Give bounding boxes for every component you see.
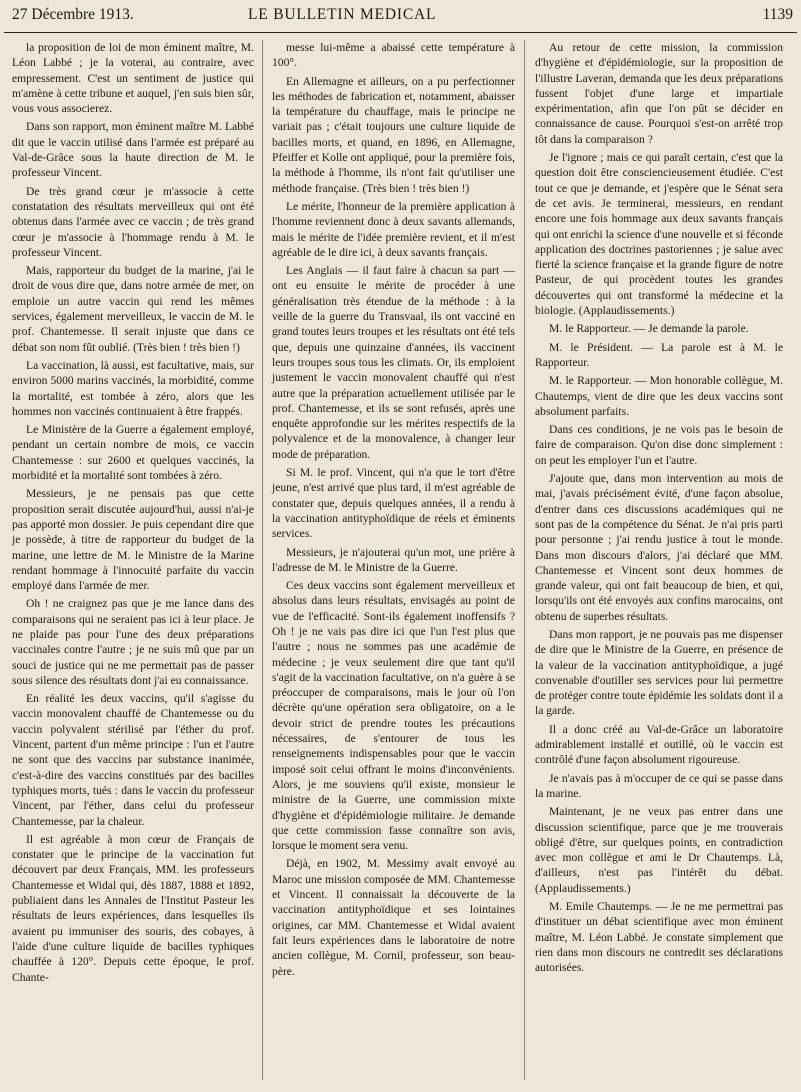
- paragraph: Maintenant, je ne veux pas entrer dans une discussion scientifique, parce que je me trouverais obligé d'être, sur quelques points, en contradiction avec mon collègue et ami le Dr Chautemps. Là, d'ailleurs, n'est pas l'intérêt du débat. (Applaudissements.): [535, 805, 783, 895]
- paragraph: Si M. le prof. Vincent, qui n'a que le tort d'être jeune, n'est arrivé que plus tard, il m'est agréable de constater que, depuis quelques années, il a rendu à la vaccination antityphoïdique de réels et éminents services.: [272, 466, 515, 541]
- paragraph: Ces deux vaccins sont également merveilleux et absolus dans leurs résultats, envisagés au point de vue de l'efficacité. Sont-ils également inoffensifs ? Oh ! je ne vais pas dire ici que l'un l'est plus que l'autre ; nous ne sommes pas une académie de médecine ; je veux seulement dire que tant qu'il s'agit de la vaccination facultative, on n'a guère à se préoccuper de comparaisons, mais le jour où l'on décrète qu'une opération sera obligatoire, on a le devoir strict de prendre toutes les précautions nécessaires, de s'entourer de tous les renseignements indispensables pour que le vaccin imposé soit celui offrant le moins d'inconvénients. Alors, je me souviens qu'il existe, monsieur le ministre de la Guerre, une commission mixte d'hygiène et d'épidémiologie militaire. Je demande que cette commission fasse connaître son avis, lorsque le moment sera venu.: [272, 579, 515, 853]
- paragraph: Messieurs, je ne pensais pas que cette proposition serait discutée aujourd'hui, aussi n'ai-je pas apporté mon dossier. Je puis cependant dire que je possède, à titre de rapporteur du budget de la marine, une lettre de M. le Ministre de la Marine rendant hommage à l'innocuité parfaite du vaccin employé dans l'armée de mer.: [12, 487, 254, 593]
- paragraph: Je n'avais pas à m'occuper de ce qui se passe dans la marine.: [535, 771, 783, 800]
- paragraph: Les Anglais — il faut faire à chacun sa part — ont eu ensuite le mérite de procéder à une généralisation très étendue de la méthode : à la veille de la guerre du Transvaal, ils ont vacciné en grand toutes leurs troupes et les résultats ont été tels que, depuis une quinzaine d'années, ils vaccinent leurs troupes sous tous les climats. Or, ils emploient justement le vaccin monovalent chauffé qui n'est autre que la préparation actuellement utilisée par le prof. Chantemesse, et ils se sont refusés, après une enquête approfondie sur les mérites respectifs de la polyvalence et de la monovalence, à changer leur mode de préparation.: [272, 264, 515, 461]
- text-column-3: [535, 40, 783, 976]
- text-column-2: [272, 40, 515, 979]
- paragraph: Dans mon rapport, je ne pouvais pas me dispenser de dire que le Ministre de la Guerre, en présence de la valeur de la vaccination antityphoïdique, a jugé convenable d'outiller ses services pour lui permettre de protéger contre toute épidémie les soldats dont il a la garde.: [535, 627, 783, 718]
- header-date: 27 Décembre 1913.: [12, 6, 134, 23]
- paragraph: Messieurs, je n'ajouterai qu'un mot, une prière à l'adresse de M. le Ministre de la Guerre.: [272, 545, 515, 574]
- paragraph: Il a donc créé au Val-de-Grâce un laboratoire admirablement installé et outillé, où le vaccin est contrôlé d'une façon absolument rigoureuse.: [535, 722, 783, 767]
- header-rule: [4, 32, 797, 33]
- paragraph: M. le Président. — La parole est à M. le Rapporteur.: [535, 340, 783, 369]
- paragraph: Dans ces conditions, je ne vois pas le besoin de faire de comparaison. Qu'on dise donc simplement : on peut les employer l'un et l'autre.: [535, 423, 783, 467]
- paragraph: Déjà, en 1902, M. Messimy avait envoyé au Maroc une mission composée de MM. Chantemesse et Vincent. Il connaissait la découverte de la vaccination antityphoïdique et ses lointaines origines, car MM. Chantemesse et Widal avaient fait leurs expériences dans le laboratoire de notre ancien collègue, M. Cornil, professeur, son beau-père.: [272, 857, 515, 978]
- page-header: [0, 0, 801, 28]
- paragraph: Au retour de cette mission, la commission d'hygiène et d'épidémiologie, sur la proposition de l'illustre Laveran, demanda que les deux préparations fussent l'objet d'une large et impartiale expérimentation, afin que l'on pût se décider en connaissance de cause. Pourquoi s'est-on arrêté trop tôt dans la comparaison ?: [535, 41, 783, 146]
- paragraph: Il est agréable à mon cœur de Français de constater que le principe de la vaccination fut découvert par deux Français, MM. les professeurs Chantemesse et Widal qui, dès 1887, 1888 et 1892, publiaient dans les Annales de l'Institut Pasteur les résultats de leurs expériences, dans lesquelles ils avaient pu immuniser des souris, des cobayes, à l'aide d'une culture liquide de bacilles typhiques chauffée à 120°. Depuis cette époque, le prof. Chante-: [12, 832, 254, 984]
- paragraph: Oh ! ne craignez pas que je me lance dans des comparaisons qui ne seraient pas ici à leur place. Je ne plaide pas pour l'une des deux préparations vaccinales contre l'autre ; je ne suis mû que par un souci de justice qui ne me permettait pas de passer sous silence des résultats dont j'ai eu connaissance.: [12, 597, 254, 687]
- paragraph: En réalité les deux vaccins, qu'il s'agisse du vaccin monovalent chauffé de Chantemesse ou du vaccin polyvalent stérilisé par l'éther du prof. Vincent, partent d'un même principe : l'un et l'autre ne sont que des vaccins par substance inanimée, c'est-à-dire des vaccins constitués par des bacilles typhiques morts, tués : dans le vaccin du professeur Vincent, par l'éther, dans celui du professeur Chantemesse, par la chaleur.: [12, 692, 254, 828]
- paragraph: De très grand cœur je m'associe à cette constatation des résultats merveilleux qui ont été obtenus dans l'armée avec ce vaccin ; de très grand cœur je m'associe à l'hommage rendu à M. le professeur Vincent.: [12, 184, 254, 259]
- paragraph: J'ajoute que, dans mon intervention au mois de mai, j'avais précisément évité, d'une façon absolue, d'entrer dans ces discussions académiques qui ne sont pas de la compétence du Sénat. Je n'ai pris parti pour personne ; j'ai rendu justice à tout le monde. Dans mon discours d'alors, j'ai déclaré que MM. Chantemesse et Vincent sont deux hommes de grande valeur, qui ont fait beaucoup de bien, et qui, lorsqu'ils ont été envoyés aux confins marocains, ont obtenu de superbes résultats.: [535, 472, 783, 623]
- column-divider: [524, 40, 525, 1080]
- paragraph: Le Ministère de la Guerre a également employé, pendant un certain nombre de mois, ce vaccin Chantemesse : sur 2600 et quelques vaccinés, la morbidité et la mortalité sont tombées à zéro.: [12, 423, 254, 483]
- paragraph: Le mérite, l'honneur de la première application à l'homme reviennent donc à deux savants allemands, mais le mérite de l'idée première revient, et il m'est agréable de le dire ici, à deux savants français.: [272, 199, 515, 259]
- paragraph: la proposition de loi de mon éminent maître, M. Léon Labbé ; je la voterai, au contraire, avec empressement. C'est un sentiment de justice qui m'amène à cette tribune et auquel, j'en suis bien sûr, vous vous associerez.: [12, 41, 254, 116]
- paragraph: messe lui-même a abaissé cette température à 100°.: [272, 41, 515, 70]
- column-divider: [262, 40, 263, 1080]
- paragraph: M. Emile Chautemps. — Je ne me permettrai pas d'instituer un débat scientifique avec mon éminent maître, M. Léon Labbé. Je constate simplement que rien dans mon discours ne contredit ses déclarations autorisées.: [535, 900, 783, 975]
- paragraph: Mais, rapporteur du budget de la marine, j'ai le droit de vous dire que, dans notre armée de mer, on emploie un autre vaccin qui rend les mêmes services, également merveilleux, le vaccin de M. le prof. Chantemesse. Il serait injuste que dans ce débat son nom fût oublié. (Très bien ! très bien !): [12, 264, 254, 354]
- page-number: 1139: [762, 6, 793, 23]
- text-column-1: [12, 40, 254, 985]
- paragraph: M. le Rapporteur. — Mon honorable collègue, M. Chautemps, vient de dire que les deux vaccins sont absolument parfaits.: [535, 374, 783, 418]
- paragraph: La vaccination, là aussi, est facultative, mais, sur environ 5000 marins vaccinés, la morbidité, comme la mortalité, est tombée à zéro, alors que les hommes non vaccinés continuaient à être frappés.: [12, 358, 254, 418]
- paragraph: Je l'ignore ; mais ce qui paraît certain, c'est que la question doit être consciencieusement étudiée. C'est tout ce que je demande, et j'espère que le Sénat sera de cet avis. Je terminerai, messieurs, en rendant encore une fois hommage aux deux savants français qui ont enrichi la science d'une nouvelle et si féconde application des doctrines pastoriennes ; je salue avec fierté la science française et la grande figure de notre Pasteur, de qui procèdent toutes les grandes découvertes qui ont transformé la médecine et la biologie. (Applaudissements.): [535, 151, 783, 318]
- paragraph: En Allemagne et ailleurs, on a pu perfectionner les méthodes de fabrication et, notamment, abaisser la température du chauffage, mais le principe ne variait pas ; c'était toujours une culture liquide de bacilles morts, et quand, en 1896, en Allemagne, Pfeiffer et Kolle ont appliqué, pour la première fois, la méthode à l'homme, ils n'ont fait qu'utiliser une méthode française. (Très bien ! très bien !): [272, 74, 515, 195]
- paragraph: Dans son rapport, mon éminent maître M. Labbé dit que le vaccin utilisé dans l'armée est préparé au Val-de-Grâce sous la haute direction de M. le professeur Vincent.: [12, 120, 254, 180]
- paragraph: M. le Rapporteur. — Je demande la parole.: [549, 322, 749, 336]
- journal-title: LE BULLETIN MEDICAL: [248, 6, 437, 23]
